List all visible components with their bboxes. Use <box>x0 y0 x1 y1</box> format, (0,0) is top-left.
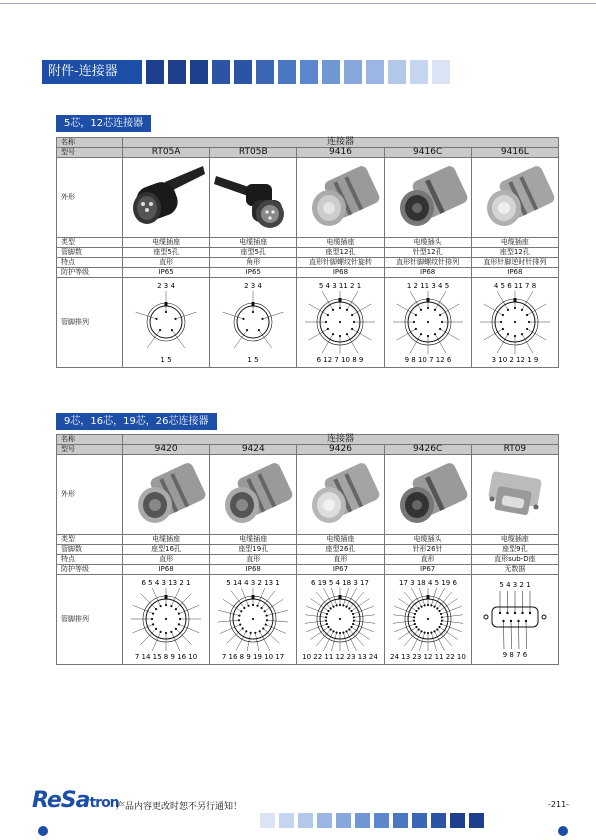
pin-lead <box>176 593 192 609</box>
pin-lead <box>236 631 246 650</box>
footer-notice: 产品内容更改时恕不另行通知！ <box>116 802 243 812</box>
pins-label: 管脚数 <box>57 248 123 258</box>
model-cell: 9420 <box>123 445 210 455</box>
type-cell: 电缆插座 <box>210 535 297 545</box>
pin-bottom-labels: 9 8 7 6 <box>502 650 528 659</box>
section-tag-2: 9芯，16芯，19芯，26芯连接器 <box>56 413 217 430</box>
center-pin <box>427 617 429 619</box>
pin-lead <box>518 621 519 649</box>
pin-lead <box>527 329 546 340</box>
model-cell: 9426C <box>384 445 471 455</box>
pin-lead <box>484 304 503 315</box>
pin-dot <box>336 604 338 606</box>
pin-lead <box>522 334 533 353</box>
pinout-diagram <box>474 280 556 364</box>
pin-dot <box>257 604 259 606</box>
feature-cell: 直形针脚螺纹针旋转 <box>297 258 384 268</box>
connector-metal-9426-image <box>299 459 381 529</box>
feature-cell: 直形针脚螺纹针排列 <box>384 258 471 268</box>
pin-lead <box>419 588 424 605</box>
pin-dot <box>423 604 425 606</box>
model-cell: 9424 <box>210 445 297 455</box>
pin-lead <box>223 312 244 319</box>
pins-cell: 座型16孔 <box>123 545 210 555</box>
pinout-diagram <box>125 577 207 661</box>
logo-main: ReSa <box>32 788 90 813</box>
pin-dot <box>239 623 241 625</box>
center-pin <box>514 320 516 322</box>
pin-lead <box>176 628 192 644</box>
pins-cell: 座型19孔 <box>210 545 297 555</box>
feature-label: 特点 <box>57 555 123 565</box>
pin-lead <box>309 329 328 340</box>
pin-dot <box>343 604 345 606</box>
pin-lead <box>267 620 288 622</box>
corner-dot <box>38 826 48 836</box>
pin-lead <box>404 629 419 645</box>
ip-cell: IP65 <box>210 268 297 278</box>
feature-cell: 直形 <box>384 555 471 565</box>
ip-cell: IP68 <box>384 268 471 278</box>
corner-dot <box>558 826 568 836</box>
pin-top-labels: 2 3 4 <box>244 281 263 290</box>
center-pin <box>339 320 341 322</box>
model-cell: 9416L <box>471 148 558 158</box>
pin-lead <box>411 631 421 651</box>
model-cell: RT05A <box>123 148 210 158</box>
pin-lead <box>324 631 334 651</box>
pinout-diagram <box>387 280 469 364</box>
pins-cell: 针型12孔 <box>384 248 471 258</box>
pin-bottom-labels: 7 14 15 8 9 16 10 <box>134 652 198 661</box>
type-label: 类型 <box>57 238 123 248</box>
connector-subd-rt09-image <box>474 459 556 529</box>
pin-bottom-labels: 1 5 <box>160 355 172 364</box>
pin-lead <box>353 329 372 340</box>
pinout-diagram <box>299 280 381 364</box>
pin-bottom-labels: 10 22 11 12 23 13 24 <box>302 652 379 661</box>
pin-dot <box>430 604 432 606</box>
logo-tail: tron <box>89 795 119 811</box>
pin-lead <box>434 631 444 651</box>
pin-dot <box>240 610 242 612</box>
pin-top-labels: 17 3 18 4 5 19 6 <box>398 578 457 587</box>
pins-label: 管脚数 <box>57 545 123 555</box>
model-cell: 9426 <box>297 445 384 455</box>
pin-bottom-labels: 6 12 7 10 8 9 <box>317 355 364 364</box>
pin-top-labels: 5 4 3 11 2 1 <box>319 281 362 290</box>
pin-lead <box>497 334 508 353</box>
feature-cell: 直形 <box>123 258 210 268</box>
feature-cell: 角形 <box>210 258 297 268</box>
pinout-label: 管脚排列 <box>57 278 123 368</box>
pin-lead <box>322 334 333 353</box>
pin-top-labels: 5 14 4 3 2 13 1 <box>226 578 280 587</box>
type-cell: 电缆插座 <box>297 238 384 248</box>
pin-lead <box>347 631 357 651</box>
type-cell: 电缆插座 <box>471 535 558 545</box>
model-cell: 9416C <box>384 148 471 158</box>
pin-top-labels: 1 2 11 3 4 5 <box>406 281 449 290</box>
pin-lead <box>442 620 463 623</box>
type-cell: 电缆插座 <box>471 238 558 248</box>
ip-cell: IP67 <box>297 565 384 575</box>
connector-metal-9416c-image <box>387 162 469 232</box>
pin-lead <box>262 590 276 607</box>
pin-dot <box>336 631 338 633</box>
type-cell: 电缆插座 <box>297 535 384 545</box>
pin-lead <box>218 620 239 622</box>
pin-dot <box>343 631 345 633</box>
pin-dot <box>430 631 432 633</box>
feature-cell: 直形 <box>210 555 297 565</box>
type-cell: 电缆插座 <box>210 238 297 248</box>
pin-lead <box>431 588 436 605</box>
pins-cell: 座型9孔 <box>471 545 558 555</box>
center-pin <box>252 617 254 619</box>
feature-cell: 直形针脚逆时针排列 <box>471 258 558 268</box>
name-label: 名称 <box>57 138 123 148</box>
pin-dot <box>265 623 267 625</box>
type-label: 类型 <box>57 535 123 545</box>
header-decoration <box>146 60 454 84</box>
pin-lead <box>503 621 504 649</box>
pin-lead <box>317 629 332 645</box>
connector-metal-9416-image <box>299 162 381 232</box>
footer-decoration <box>260 813 488 828</box>
section-tag-1: 5芯，12芯连接器 <box>56 115 151 132</box>
pin-lead <box>305 620 326 623</box>
pin-lead <box>350 592 365 608</box>
ip-cell: IP68 <box>471 268 558 278</box>
feature-cell: 直形 <box>123 555 210 565</box>
pin-lead <box>437 629 452 645</box>
page-number: -211- <box>548 800 570 809</box>
pins-cell: 座型5孔 <box>210 248 297 258</box>
model-cell: 9416 <box>297 148 384 158</box>
pin-top-labels: 6 19 5 4 18 3 17 <box>311 578 370 587</box>
pinout-diagram <box>212 577 294 661</box>
pin-lead <box>437 592 452 608</box>
pin-lead <box>218 610 239 615</box>
type-cell: 电缆插座 <box>123 238 210 248</box>
mount-hole <box>484 615 488 619</box>
pin-dot <box>526 327 528 329</box>
pin-lead <box>231 590 245 607</box>
center-pin <box>339 617 341 619</box>
pin-lead <box>260 631 270 650</box>
pin-dot <box>526 313 528 315</box>
model-label: 型号 <box>57 148 123 158</box>
protection-label: 防护等级 <box>57 268 123 278</box>
pinout-diagram <box>212 280 294 364</box>
pinout-diagram <box>125 280 207 364</box>
pins-cell: 座型26孔 <box>297 545 384 555</box>
pinout-label: 管脚排列 <box>57 575 123 665</box>
pin-dot <box>423 631 425 633</box>
pin-lead <box>527 304 546 315</box>
group-title: 连接器 <box>123 435 559 445</box>
ip-cell: IP68 <box>210 565 297 575</box>
pin-lead <box>526 621 527 649</box>
type-cell: 电缆插头 <box>384 238 471 248</box>
ip-cell: IP68 <box>123 565 210 575</box>
pin-bottom-labels: 9 8 10 7 12 6 <box>404 355 452 364</box>
pins-cell: 座型12孔 <box>297 248 384 258</box>
pin-lead <box>220 624 240 633</box>
pins-cell: 座型5孔 <box>123 248 210 258</box>
pins-cell: 座型12孔 <box>471 248 558 258</box>
pin-lead <box>136 312 157 319</box>
type-cell: 电缆插座 <box>123 535 210 545</box>
group-title: 连接器 <box>123 138 559 148</box>
pin-top-labels: 2 3 4 <box>157 281 175 290</box>
pin-lead <box>393 620 414 623</box>
pin-bottom-labels: 3 10 2 12 1 9 <box>491 355 539 364</box>
type-cell: 电缆插头 <box>384 535 471 545</box>
protection-label: 防护等级 <box>57 565 123 575</box>
pin-lead <box>442 614 463 617</box>
pin-lead <box>332 588 337 605</box>
pinout-diagram <box>387 577 469 661</box>
pin-lead <box>350 629 365 645</box>
pin-dot <box>248 604 250 606</box>
connector-metal-9424-image <box>212 459 294 529</box>
pin-lead <box>141 593 157 609</box>
pins-cell: 针形26针 <box>384 545 471 555</box>
pin-top-labels: 4 5 6 11 7 8 <box>493 281 537 290</box>
pin-top-labels: 6 5 4 3 13 2 1 <box>141 578 191 587</box>
feature-label: 特点 <box>57 258 123 268</box>
pin-lead <box>435 334 446 353</box>
appearance-label: 外形 <box>57 455 123 535</box>
pin-lead <box>267 610 288 615</box>
pin-top-labels: 5 4 3 2 1 <box>499 580 531 589</box>
ip-cell: IP65 <box>123 268 210 278</box>
ip-cell: 无数据 <box>471 565 558 575</box>
page-title: 附件-连接器 <box>42 60 142 84</box>
appearance-label: 外形 <box>57 158 123 238</box>
feature-cell: 直形 <box>297 555 384 565</box>
connector-table-2 <box>56 434 559 665</box>
name-label: 名称 <box>57 435 123 445</box>
pin-lead <box>305 614 326 617</box>
pin-lead <box>440 304 459 315</box>
connector-angled-black-image <box>212 162 294 232</box>
pin-lead <box>396 329 415 340</box>
pin-lead <box>227 628 243 643</box>
pin-lead <box>484 329 503 340</box>
pin-bottom-labels: 1 5 <box>247 355 259 364</box>
pin-dot <box>264 610 266 612</box>
pin-lead <box>404 592 419 608</box>
center-pin <box>427 320 429 322</box>
pin-bottom-labels: 24 13 23 12 11 22 10 <box>389 652 466 661</box>
pin-lead <box>141 628 157 644</box>
pin-lead <box>353 304 372 315</box>
feature-cell: 直形sub-D座 <box>471 555 558 565</box>
ip-cell: IP68 <box>297 268 384 278</box>
pin-lead <box>317 592 332 608</box>
connector-metal-9426c-image <box>387 459 469 529</box>
ip-cell: IP67 <box>384 565 471 575</box>
pin-lead <box>264 628 280 643</box>
pinout-diagram-subd <box>474 577 556 661</box>
model-cell: RT09 <box>471 445 558 455</box>
pin-lead <box>176 312 197 319</box>
pin-lead <box>440 329 459 340</box>
mount-hole <box>542 615 546 619</box>
brand-logo <box>32 788 119 813</box>
connector-metal-9420-image <box>125 459 207 529</box>
pin-lead <box>354 614 375 617</box>
model-label: 型号 <box>57 445 123 455</box>
connector-straight-black-image <box>125 162 207 232</box>
pin-lead <box>266 624 286 633</box>
pin-lead <box>263 312 284 319</box>
pin-lead <box>511 621 512 649</box>
pin-lead <box>347 334 358 353</box>
center-pin <box>165 617 167 619</box>
pin-lead <box>393 614 414 617</box>
model-cell: RT05B <box>210 148 297 158</box>
top-border-line <box>0 3 596 4</box>
pin-lead <box>344 588 349 605</box>
connector-table-1 <box>56 137 559 368</box>
pin-lead <box>396 304 415 315</box>
pin-lead <box>410 334 421 353</box>
pin-lead <box>354 620 375 623</box>
connector-metal-9416l-image <box>474 162 556 232</box>
pin-bottom-labels: 7 16 8 9 19 10 17 <box>222 652 285 661</box>
pinout-diagram <box>299 577 381 661</box>
pin-lead <box>309 304 328 315</box>
